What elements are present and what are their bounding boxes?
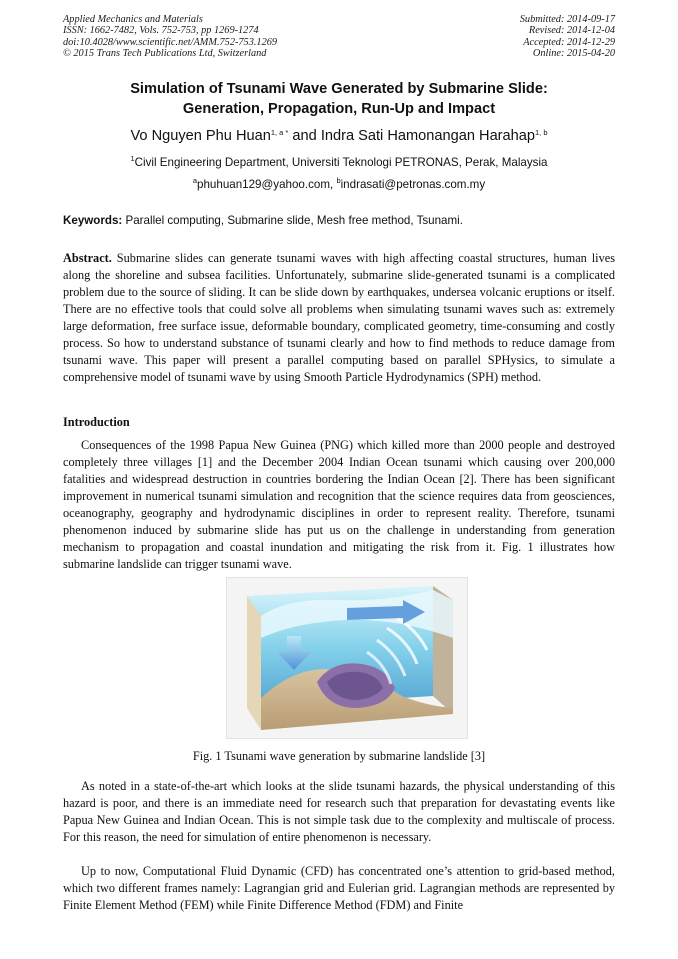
abstract: [63, 250, 615, 386]
email-b[interactable]: indrasati@petronas.com.my: [340, 178, 486, 191]
section-heading-introduction: Introduction: [63, 415, 130, 429]
paper-title: [63, 79, 615, 119]
abstract-text: Submarine slides can generate tsunami waves with high affecting coastal structures, human lives along the shoreline and subsea facilities. Unfortunately, submarine slide-generated tsunami is a complicated problem due to the source of sliding. It can be slide down by earthquakes, undersea volcanic eruptions or itself. There are no effective tools that could solve all problems when simulating tsunami waves such as: extremely large deformation, free surface issue, deformable boundary, complicated geometry, time-consuming and costly process. So how to understand substance of tsunami clearly and how to find methods to reduce damage from tsunami wave. This paper will present a parallel computing based on parallel SPHysics, to simulate a comprehensive model of tsunami wave by using Smooth Particle Hydrodynamics (SPH) method.: [63, 251, 615, 385]
title-line-1: Simulation of Tsunami Wave Generated by Submarine Slide:: [130, 81, 548, 97]
email-a-marker: a: [192, 176, 198, 185]
author-2-marker: 1, b: [535, 128, 548, 137]
author-list: [63, 128, 615, 144]
intro-paragraph-1: Consequences of the 1998 Papua New Guinea (PNG) which killed more than 2000 people and destroyed completely three villages [1] and the December 2004 Indian Ocean tsunami which causing over 200,000 fatalities and widespread destruction in countries bordering the Indian Ocean [2]. There has been significant improvement in numerical tsunami simulation and recognition that the science requires data from geosciences, oceanography, geography and hydrodynamic disciplines in order to represent reality. Therefore, tsunami phenomenon induced by submarine slide has put us on the challenge in understanding from generation mechanism to propagation and coastal inundation and mitigating the risk from it. Fig. 1 illustrates how submarine landslide can trigger tsunami wave.: [63, 438, 615, 572]
affiliation-marker: 1: [130, 154, 135, 163]
date-revised: Revised: 2014-12-04: [528, 25, 615, 37]
author-connector: and: [288, 128, 321, 144]
keywords-text: Parallel computing, Submarine slide, Mesh free method, Tsunami.: [122, 214, 463, 227]
abstract-label: Abstract.: [63, 251, 112, 265]
affiliation: [63, 156, 615, 169]
date-submitted: Submitted: 2014-09-17: [519, 14, 615, 25]
journal-doi[interactable]: doi:10.4028/www.scientific.net/AMM.752-753.1269: [63, 36, 278, 48]
dates-header: [520, 14, 615, 60]
journal-copyright: © 2015 Trans Tech Publications Ltd, Switzerland: [63, 48, 267, 60]
figure-caption: Fig. 1 Tsunami wave generation by submarine landslide [3]: [192, 749, 486, 763]
intro-paragraph-3: Up to now, Computational Fluid Dynamic (CFD) has concentrated one’s attention to grid-based method, which two different frames namely: Lagrangian grid and Eulerian grid. Lagrangian methods are represented by Finite Element Method (FEM) while Finite Difference Method (FDM) and Finite: [63, 864, 615, 913]
author-1-marker: 1, a *: [270, 128, 289, 137]
figure-tsunami-generation: [226, 577, 468, 739]
author-1: Vo Nguyen Phu Huan: [130, 128, 271, 144]
intro-paragraph-2: As noted in a state-of-the-art which looks at the slide tsunami hazards, the physical understanding of this hazard is poor, and there is an immediate need for research such that preparation for devastating events like Papua New Guinea and Indian Ocean. This is not simple task due to the complexity and multiscale of process. For this reason, the need for simulation of entire phenomenon is necessary.: [63, 779, 615, 845]
journal-header: [63, 14, 277, 60]
date-accepted: Accepted: 2014-12-29: [523, 36, 615, 48]
keywords-label: Keywords:: [63, 214, 123, 227]
affiliation-text: Civil Engineering Department, Universiti Teknologi PETRONAS, Perak, Malaysia: [134, 156, 548, 169]
tsunami-illustration: [227, 578, 467, 738]
email-b-marker: b: [336, 176, 341, 185]
keywords: [63, 214, 615, 227]
email-a[interactable]: phuhuan129@yahoo.com,: [197, 178, 337, 191]
title-line-2: Generation, Propagation, Run-Up and Impact: [182, 101, 496, 117]
journal-issn: ISSN: 1662-7482, Vols. 752-753, pp 1269-1274: [63, 25, 259, 37]
author-emails: [63, 178, 615, 191]
journal-name: Applied Mechanics and Materials: [63, 14, 203, 25]
date-online: Online: 2015-04-20: [532, 48, 615, 60]
author-2: Indra Sati Hamonangan Harahap: [320, 128, 536, 144]
